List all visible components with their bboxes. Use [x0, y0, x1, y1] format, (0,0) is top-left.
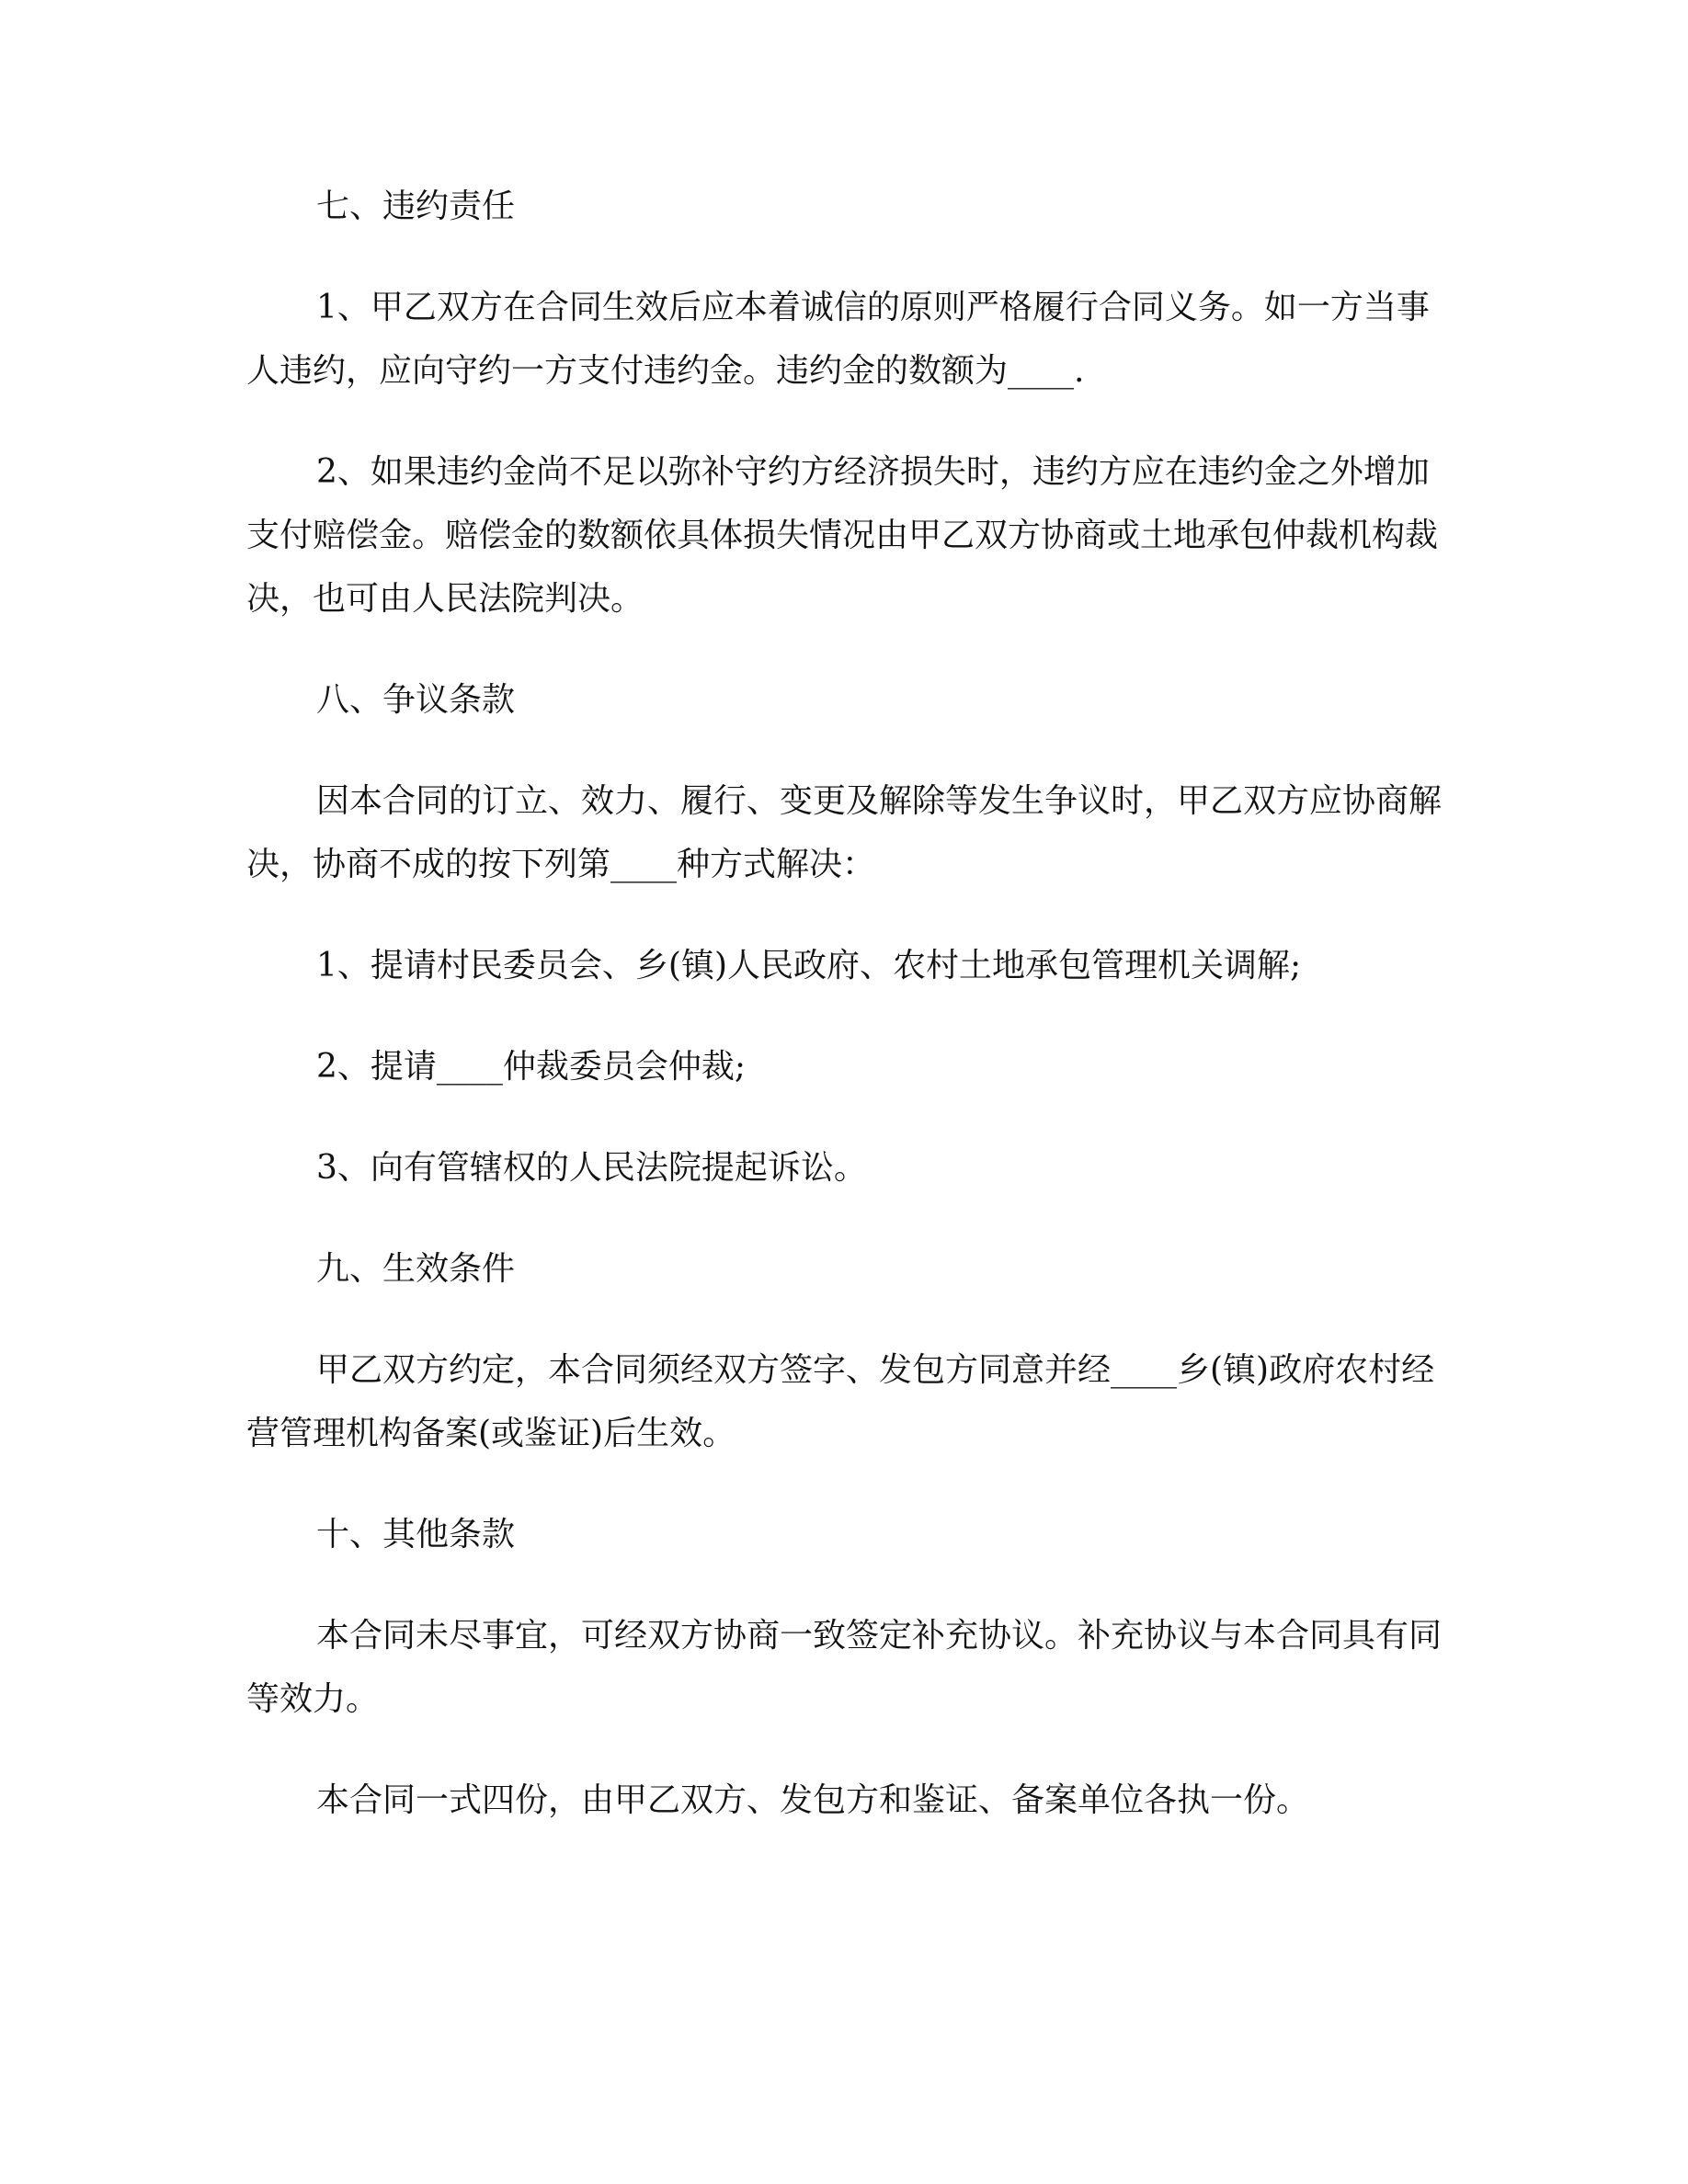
paragraph-dispute-1: 1、提请村民委员会、乡(镇)人民政府、农村土地承包管理机关调解;: [316, 947, 1302, 984]
section-heading-breach: 七、违约责任: [316, 188, 516, 225]
section-heading-effect: 九、生效条件: [316, 1250, 516, 1288]
paragraph-dispute-3: 3、向有管辖权的人民法院提起诉讼。: [316, 1149, 867, 1187]
document-body: [246, 175, 1442, 1870]
paragraph-other-2: 本合同一式四份，由甲乙双方、发包方和鉴证、备案单位各执一份。: [316, 1781, 1310, 1819]
paragraph-other-1: 本合同未尽事宜，可经双方协商一致签定补充协议。补充协议与本合同具有同等效力。: [246, 1617, 1443, 1718]
section-heading-other: 十、其他条款: [316, 1516, 516, 1553]
paragraph-effect: 甲乙双方约定，本合同须经双方签字、发包方同意并经____乡(镇)政府农村经营管理机构备案(或鉴证)后生效。: [246, 1351, 1435, 1452]
section-heading-dispute: 八、争议条款: [316, 681, 516, 719]
paragraph-breach-2: 2、如果违约金尚不足以弥补守约方经济损失时，违约方应在违约金之外增加支付赔偿金。赔偿金的数额依具体损失情况由甲乙双方协商或土地承包仲裁机构裁决，也可由人民法院判决。: [246, 453, 1439, 618]
paragraph-dispute-2: 2、提请____仲裁委员会仲裁;: [316, 1048, 747, 1086]
paragraph-dispute-intro: 因本合同的订立、效力、履行、变更及解除等发生争议时，甲乙双方应协商解决，协商不成的按下列第____种方式解决：: [246, 782, 1443, 883]
paragraph-breach-1: 1、甲乙双方在合同生效后应本着诚信的原则严格履行合同义务。如一方当事人违约，应向守约一方支付违约金。违约金的数额为____.: [246, 289, 1430, 390]
